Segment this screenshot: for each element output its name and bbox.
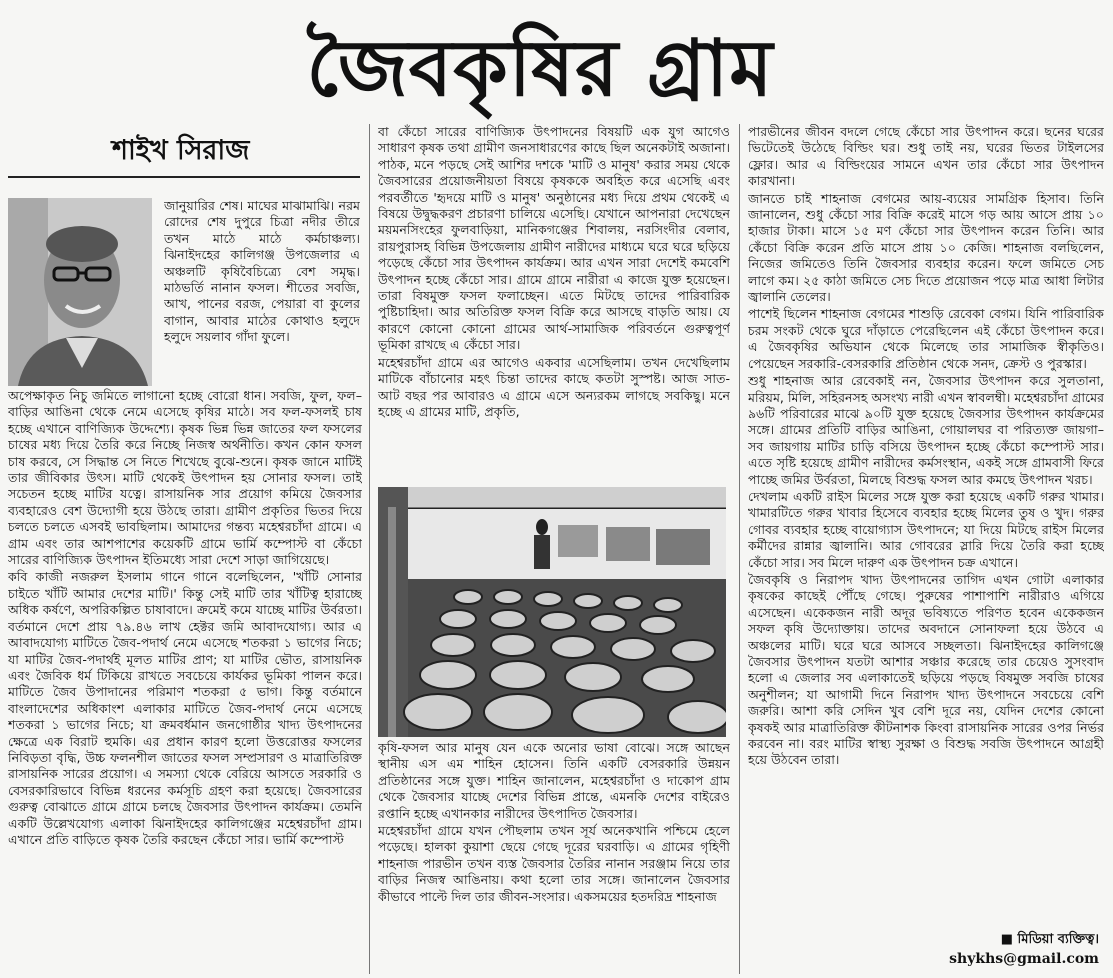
- column-divider: [369, 124, 370, 974]
- paragraph: দেখলাম একটি রাইস মিলের সঙ্গে যুক্ত করা হয়েছে একটি গরুর খামার। খামারটিতে গরুর খাবার হিসেবে ব্যবহার হচ্ছে মিলের তুষ ও খুদ। গরুর গোবর ব্যবহার হচ্ছে বায়োগ্যাস উৎপাদনে; যা দিয়ে মিটছে রাইস মিলের কর্মীদের রান্নার জ্বালানি। আর গোবরের স্লারি দিয়ে তৈরি করা হচ্ছে কেঁচো সার। সব মিলে দারুণ এক উৎপাদন চক্র এখানে।: [748, 488, 1104, 570]
- author-email: shykhs@gmail.com: [949, 951, 1099, 967]
- paragraph: কৃষি-ফসল আর মানুষ যেন একে অনোর ভাষা বোঝে। সঙ্গে আছেন স্থানীয় এস এম শাহিন হোসেন। তিনি একটি বেসরকারি উন্নয়ন প্রতিষ্ঠানের সঙ্গে যুক্ত। শাহিন জানালেন, মহেশ্বরচাঁদা ও দাকোপ গ্রাম থেকে জৈবসার যাচ্ছে দেশের বিভিন্ন প্রান্তে, এমনকি দেশের বাইরেও রপ্তানি হচ্ছে এখানকার নারীদের উৎপাদিত জৈবসার।: [378, 740, 730, 821]
- paragraph: মহেশ্বরচাঁদা গ্রামে এর আগেও একবার এসেছিলাম। তখন দেখেছিলাম মাটিকে বাঁচানোর মহৎ চিন্তা তাদের কাছে কতটা সুস্পষ্ট। আজ সাত-আট বছর পর আবারও এ গ্রামে এসে অন্যরকম লাগছে সবকিছু। মনে হচ্ছে এ গ্রামের মাটি, প্রকৃতি,: [378, 354, 730, 419]
- byline-rule: [8, 176, 360, 178]
- paragraph: পাশেই ছিলেন শাহনাজ বেগমের শাশুড়ি রেবেকা বেগম। যিনি পারিবারিক চরম সংকট থেকে ঘুরে দাঁড়াতে পেরেছিলেন এই কেঁচো উৎপাদন করে। এ জৈবকৃষির অভিযান থেকে মিলেছে তার সামাজিক স্বীকৃতিও। পেয়েছেন সরকারি-বেসরকারি প্রতিষ্ঠান থেকে সনদ, ক্রেস্ট ও পুরস্কার।: [748, 306, 1104, 371]
- paragraph: শুধু শাহনাজ আর রেবেকাই নন, জৈবসার উৎপাদন করে সুলতানা, মরিয়ম, মিলি, সহিরনসহ অসংখ্য নারী এখন স্বাবলম্বী। মহেশ্বরচাঁদা গ্রামের ৯৬টি পরিবারের মাঝে ৯০টি যুক্ত হয়েছে জৈবসার উৎপাদন কার্যক্রমের সঙ্গে। গ্রামের প্রতিটি বাড়ির আঙিনা, গোয়ালঘর বা পরিত্যক্ত জায়গা– সব জায়গায় মাটির চাড়ি বসিয়ে উৎপাদন হচ্ছে কেঁচো কম্পোস্ট সার। এতে সৃষ্টি হয়েছে গ্রামীণ নারীদের কর্মসংস্থান, একই সঙ্গে গ্রামবাসী ফিরে পাচ্ছে জমির উর্বরতা, মিলছে বিশুদ্ধ ফসল আর কমছে উৎপাদন খরচ।: [748, 373, 1104, 487]
- compost-shed-image: [378, 487, 726, 737]
- column-2-bottom: [378, 740, 730, 973]
- author-byline: শাইখ সিরাজ: [112, 135, 250, 166]
- paragraph: অপেক্ষাকৃত নিচু জমিতে লাগানো হচ্ছে বোরো ধান। সবজি, ফুল, ফল– বাড়ির আঙিনা থেকে নেমে এসেছে কৃষির মাঠে। সব ফল-ফসলই চাষ হচ্ছে এখানে বাণিজ্যিক উদ্দেশ্যে। কৃষক ভিন্ন ভিন্ন জাতের ফল ফসলের চাষের মধ্য দিয়ে তৈরি করে নিচ্ছে নিজস্ব অর্থনীতি। কখন কোন ফসল চাষ করবে, সে সিদ্ধান্ত সে নিতে শিখেছে বুঝে-শুনে। কৃষক জানে মাটিই তার জীবিকার উৎস। মাটি থেকেই উৎপাদন হয় সোনার ফসল। তাই সচেতন হচ্ছে মাটির যত্নে। রাসায়নিক সার প্রয়োগ কমিয়ে জৈবসার ব্যবহারেও বেশ উদ্যোগী হয়ে উঠছে তারা। গ্রামীণ প্রকৃতির ভিতর দিয়ে চলতে চলতে এসবই ভাবছিলাম। আমাদের গন্তব্য মহেশ্বরচাঁদা গ্রামে। এ গ্রাম এবং তার আশপাশের কয়েকটি গ্রামে ভার্মি কম্পোস্ট বা কেঁচো সারের বাণিজ্যিক উৎপাদন ইতিমধ্যে সারা দেশে সাড়া জাগিয়েছে।: [8, 388, 362, 568]
- vermicompost-photo: [378, 487, 726, 737]
- author-photo: [8, 198, 152, 386]
- paragraph: পারভীনের জীবন বদলে গেছে কেঁচো সার উৎপাদন করে। ছনের ঘরের ভিটেতেই উঠেছে বিল্ডিং ঘর। শুধু তাই নয়, ঘরের ভিতর টাইলসের ফ্লোর। আর এ বিল্ডিংয়ের সামনে এখন তার কেঁচো সার উৎপাদন কারখানা।: [748, 124, 1104, 189]
- column-1: [8, 388, 362, 973]
- paragraph: জানুয়ারির শেষ। মাঘের মাঝামাঝি। নরম রোদের শেষ দুপুরে চিত্রা নদীর তীরে তখন মাঠে মাঠে কর্মচাঞ্চল্য। ঝিনাইদহের কালিগঞ্জ উপজেলার এ অঞ্চলটি কৃষিবৈচিত্র্যে বেশ সমৃদ্ধ। মাঠভর্তি নানান ফসল। শীতের সবজি, আখ, পানের বরজ, পেয়ারা বা কুলের বাগান, আবার মাঠের কোথাও হলুদে হলুদে সয়লাব গাঁদা ফুলে।: [164, 198, 360, 345]
- author-portrait-image: [8, 198, 152, 386]
- article-title: জৈবকৃষির গ্রাম: [306, 23, 774, 114]
- paragraph: জানতে চাই শাহনাজ বেগমের আয়-ব্যয়ের সামগ্রিক হিসাব। তিনি জানালেন, শুধু কেঁচো সার বিক্রি করেই মাসে গড় আয় আসে প্রায় ১০ হাজার টাকা। মাসে ১৫ মণ কেঁচো সার উৎপাদন করেন তিনি। আর কেঁচো বিক্রি করেন প্রতি মাসে প্রায় ১০ কেজি। শাহনাজ বলছিলেন, নিজের জমিতেও তিনি জৈবসার ব্যবহার করেন। ফলে জমিতে সেচ লাগে কম। ২৫ কাঠা জমিতে সেচ দিতে প্রয়োজন পড়ে মাত্র আধা লিটার জ্বালানি তেলের।: [748, 190, 1104, 305]
- column-2-top: [378, 124, 730, 484]
- paragraph: জৈবকৃষি ও নিরাপদ খাদ্য উৎপাদনের তাগিদ এখন গোটা এলাকার কৃষকের কাছেই পৌঁছে গেছে। পুরুষের পাশাপাশি নারীরাও এগিয়ে এসেছেন। একেকজন নারী অদূর ভবিষ্যতে পরিণত হবেন একেকজন সফল কৃষি উদ্যোক্তায়। তাদের অবদানে সোনাফলা হয়ে উঠবে এ অঞ্চলের মাটি। ঘরে ঘরে আসবে সচ্ছলতা। ঝিনাইদহের কালিগঞ্জে জৈবসার উৎপাদন যতটা আশার সঞ্চার করেছে তার চেয়েও সুসংবাদ হলো এ জেলার সব এলাকাতেই ছড়িয়ে পড়ছে বিষমুক্ত সবজি চাষের অনুশীলন; যা আগামী দিনে নিরাপদ খাদ্য উৎপাদনে সবচেয়ে বেশি জরুরি। আশা করি সেদিন খুব বেশি দূরে নয়, যেদিন দেশের কোনো কৃষকই আর মাত্রাতিরিক্ত কীটনাশক কিংবা রাসায়নিক সারের ওপর নির্ভর করবেন না। বরং মাটির স্বাস্থ্য সুরক্ষা ও বিশুদ্ধ সবজি উৎপাদনে আগ্রহী হয়ে উঠবেন তারা।: [748, 571, 1104, 768]
- column-divider: [739, 124, 740, 974]
- paragraph: মহেশ্বরচাঁদা গ্রামে যখন পৌছলাম তখন সূর্য অনেকখানি পশ্চিমে হেলে পড়েছে। হালকা কুয়াশা ছেয়ে গেছে দূরের ঘরবাড়ি। এ গ্রামের গৃহিণী শাহনাজ পারভীন তখন ব্যস্ত জৈবসার তৈরির নানান সরঞ্জাম নিয়ে তার বাড়ির নিজস্ব আঙিনায়। কথা হলো তার সঙ্গে। জানালেন জৈবসার কীভাবে পাল্টে দিল তার জীবন-সংসার। একসময়ের হতদরিদ্র শাহনাজ: [378, 823, 730, 904]
- column-3: [748, 124, 1104, 924]
- column-1-intro: [164, 198, 360, 386]
- paragraph: কবি কাজী নজরুল ইসলাম গানে গানে বলেছিলেন, 'খাঁটি সোনার চাইতে খাঁটি আমার দেশের মাটি।' কিন্তু সেই মাটি তার খাঁটিত্ব হারাচ্ছে অধিক কর্ষণে, অপরিকল্পিত চাষাবাদে। ক্রমেই কমে যাচ্ছে মাটির উর্বরতা। বর্তমানে দেশে প্রায় ৭৯.৪৬ লাখ হেক্টর জমি আবাদযোগ্য। আর এ আবাদযোগ্য মাটিতে জৈব-পদার্থ নেমে এসেছে শতকরা ১ ভাগের নিচে; যা মাটির জৈব-পদার্থই মূলত মাটির প্রাণ; যা মাটির ভৌত, রাসায়নিক এবং জৈবিক ধর্ম টিকিয়ে রাখতে সবচেয়ে কার্যকর ভূমিকা পালন করে। মাটিতে জৈব উপাদানের পরিমাণ শতকরা ৫ ভাগ। কিন্তু বর্তমানে বাংলাদেশের অধিকাংশ এলাকার মাটিতে জৈব-পদার্থ নেমে এসেছে শতকরা ১ ভাগের নিচে; যা ক্রমবর্ধমান জনগোষ্ঠীর খাদ্য উৎপাদনের ক্ষেত্রে এক বিরাট হুমকি। এর প্রধান কারণ হলো উত্তরোত্তর ফসলের নিবিড়তা বৃদ্ধি, উচ্চ ফলনশীল জাতের ফসল সম্প্রসারণ ও মাত্রাতিরিক্ত রাসায়নিক সারের প্রয়োগ। এ সমস্যা থেকে বেরিয়ে আসতে সরকারি ও বেসরকারিভাবে বিভিন্ন ধরনের কর্মসূচি গ্রহণ করা হয়েছে। জৈবসারের গুরুত্ব বোঝাতে গ্রামে গ্রামে চলছে জৈবসার উৎপাদন কার্যক্রম। তেমনি একটি উল্লেখযোগ্য এলাকা ঝিনাইদহের কালিগঞ্জের মহেশ্বরচাঁদা গ্রাম। এখানে প্রতি বাড়িতে কৃষক তৈরি করছেন কেঁচো সার। ভার্মি কম্পোস্ট: [8, 569, 362, 847]
- paragraph: বা কেঁচো সারের বাণিজ্যিক উৎপাদনের বিষয়টি এক যুগ আগেও সাধারণ কৃষক তথা গ্রামীণ জনসাধারণের কাছে ছিল অনেকটাই অজানা। পাঠক, মনে পড়ছে সেই আশির দশকে 'মাটি ও মানুষ' করার সময় থেকে জৈবসারের প্রয়োজনীয়তা বিষয়ে কৃষককে অবহিত করে এসেছি এবং পরবর্তীতে 'হৃদয়ে মাটি ও মানুষ' অনুষ্ঠানের মধ্য দিয়ে প্রথম থেকেই এ বিষয়ে উদ্বুদ্ধকরণ প্রচারণা চালিয়ে এসেছি। যেখানে আপনারা দেখেছেন ময়মনসিংহের ফুলবাড়িয়া, মানিকগঞ্জের শিবালয়, নরসিংদীর বেলাব, রায়পুরাসহ বিভিন্ন উপজেলায় গ্রামীণ নারীদের মাধ্যমে ঘরে ঘরে ছড়িয়ে পড়েছে কেঁচো সার উৎপাদন কার্যক্রম। আর এখন সারা দেশেই কমবেশি উৎপাদন হচ্ছে কেঁচো সার। গ্রামে গ্রামে নারীরা এ কাজে যুক্ত হয়েছেন। তারা বিষমুক্ত ফসল ফলাচ্ছেন। এতে মিটছে তাদের পারিবারিক পুষ্টিচাহিদা। আর অতিরিক্ত ফসল বিক্রি করে আসছে বাড়তি আয়। যে কারণে কোনো কোনো গ্রামের আর্থ-সামাজিক পরিবর্তনে গুরুত্বপূর্ণ ভূমিকা রাখছে এ কেঁচো সার।: [378, 124, 730, 353]
- author-credit: ■ মিডিয়া ব্যক্তিত্ব।: [1000, 932, 1099, 947]
